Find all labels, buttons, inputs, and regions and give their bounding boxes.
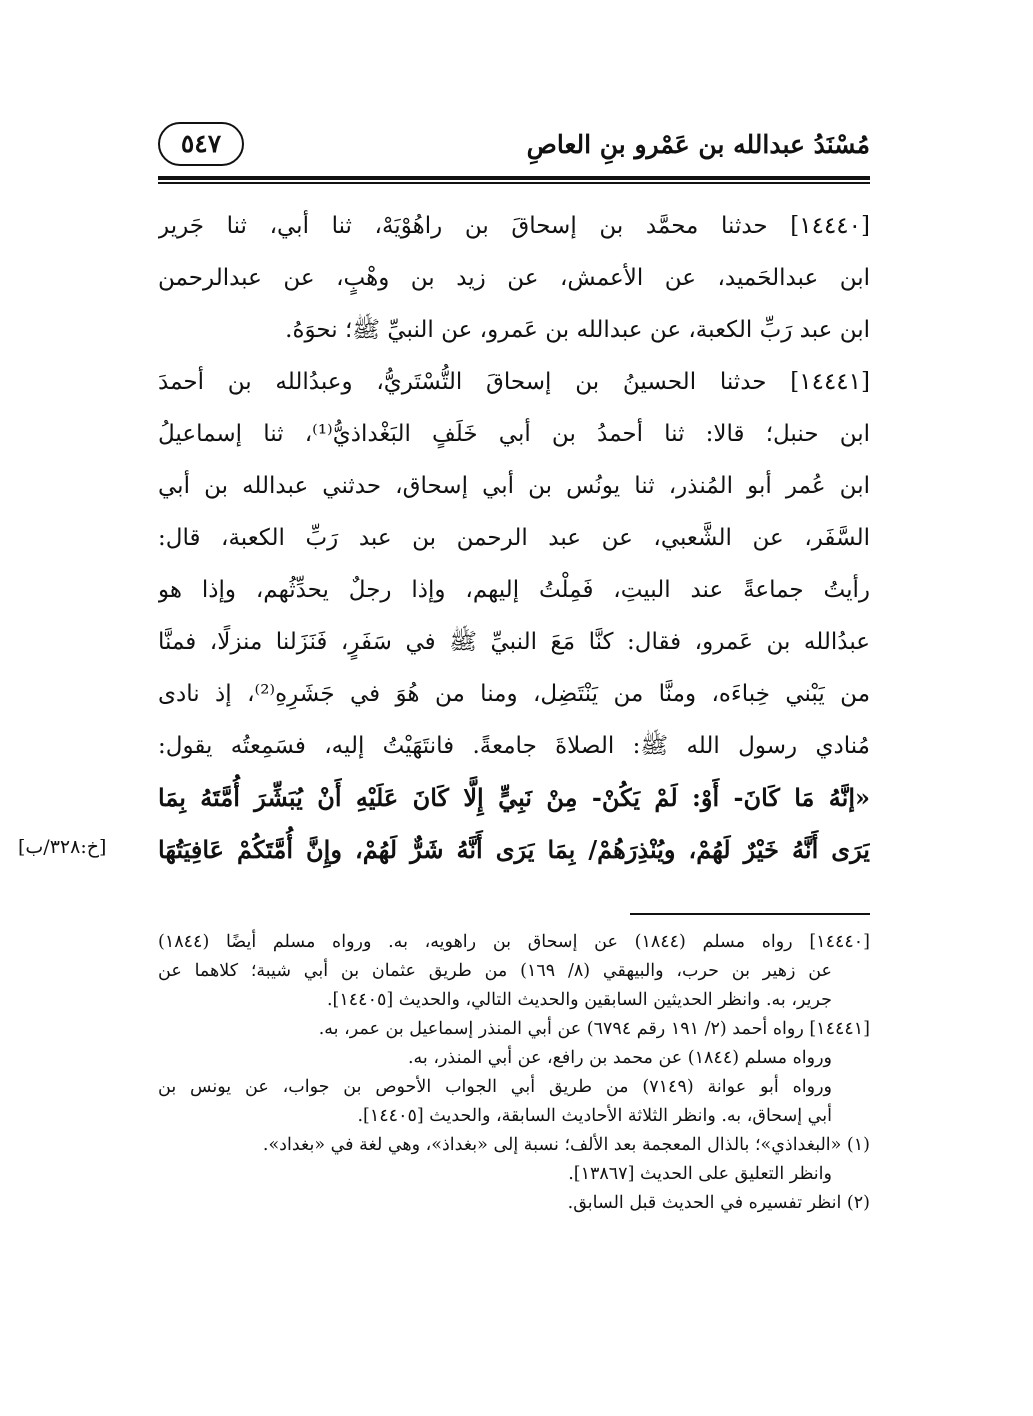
- page-header: [158, 120, 870, 180]
- footnote-line: ورواه أبو عوانة (٧١٤٩) من طريق أبي الجواب الأحوص بن جواب، عن يونس بن: [158, 1077, 833, 1097]
- page-number-badge: ٥٤٧: [158, 122, 244, 166]
- hadith-text-line: «إنَّهُ مَا كَانَ- أَوْ: لَمْ يَكُنْ- مِنْ نَبِيٍّ إِلَّا كَانَ عَلَيْهِ أَنْ يُبَشِّرَ أُمَّتَهُ بِمَا: [158, 783, 870, 812]
- header-rule-thin: [158, 182, 870, 184]
- text-line: السَّفَر، عن الشَّعبي، عن عبد الرحمن بن عبد رَبِّ الكعبة، قال:: [158, 525, 870, 551]
- text-line: من يَبْني خِباءَه، ومنَّا من يَنْتَضِل، ومنا من هُوَ في جَشَرِهِ⁽²⁾، إذ نادى: [158, 681, 870, 707]
- footnote-line: (١) «البغداذي»؛ بالذال المعجمة بعد الألف؛ نسبة إلى «بغداذ»، وهي لغة في «بغداد».: [262, 1135, 870, 1155]
- manuscript-margin-note: [خ:٣٢٨/ب]: [18, 836, 107, 858]
- text-line: رأيتُ جماعةً عند البيتِ، فَمِلْتُ إليهم، وإذا رجلٌ يحدِّثُهم، وإذا هو: [158, 577, 870, 603]
- hadith-text-line: يَرَى أَنَّهُ خَيْرٌ لَهُمْ، ويُنْذِرَهُمْ/ بِمَا يَرَى أَنَّهُ شَرٌّ لَهُمْ، وإِنَّ أُمَّتَكُمْ عَافِيَتُهَا: [158, 835, 870, 864]
- footnote-separator: [630, 913, 870, 915]
- text-line: ابن عبد رَبِّ الكعبة، عن عبدالله بن عَمرو، عن النبيِّ ﷺ؛ نحوَهُ.: [285, 317, 870, 343]
- footnote-line: جرير، به. وانظر الحديثين السابقين والحديث التالي، والحديث [١٤٤٠٥].: [326, 990, 832, 1010]
- footnote-line: ورواه مسلم (١٨٤٤) عن محمد بن رافع، عن أبي المنذر، به.: [407, 1048, 832, 1068]
- text-line: ابن عبدالحَميد، عن الأعمش، عن زيد بن وهْبٍ، عن عبدالرحمن: [158, 265, 870, 291]
- text-line: عبدُالله بن عَمرو، فقال: كنَّا مَعَ النبيِّ ﷺ في سَفَرٍ، فَنَزَلنا منزلًا، فمنَّا: [158, 629, 870, 655]
- text-line: ابن حنبل؛ قالا: ثنا أحمدُ بن أبي خَلَفٍ البَغْداذيُّ⁽¹⁾، ثنا إسماعيلُ: [158, 421, 870, 447]
- footnote-line: عن زهير بن حرب، والبيهقي (٨/ ١٦٩) من طريق عثمان بن أبي شيبة؛ كلاهما عن: [158, 961, 832, 981]
- main-text: [158, 200, 870, 876]
- footnote-line: [١٤٤٤١] رواه أحمد (٢/ ١٩١ رقم ٦٧٩٤) عن أبي المنذر إسماعيل بن عمر، به.: [318, 1019, 870, 1039]
- footnote-line: [١٤٤٤٠] رواه مسلم (١٨٤٤) عن إسحاق بن راهويه، به. ورواه مسلم أيضًا (١٨٤٤): [158, 932, 870, 952]
- text-line: [١٤٤٤١] حدثنا الحسينُ بن إسحاقَ التُّسْتَريُّ، وعبدُالله بن أحمدَ: [158, 369, 870, 395]
- footnotes: [158, 928, 870, 1218]
- text-line: مُنادي رسول الله ﷺ: الصلاةَ جامعةً. فانتَهَيْتُ إليه، فسَمِعتُه يقول:: [158, 733, 870, 759]
- footnote-line: (٢) انظر تفسيره في الحديث قبل السابق.: [567, 1193, 870, 1213]
- text-line: ابن عُمر أبو المُنذر، ثنا يونُس بن أبي إسحاق، حدثني عبدالله بن أبي: [158, 473, 870, 499]
- running-title: مُسْنَدُ عبدالله بن عَمْرو بنِ العاصِ: [526, 130, 870, 159]
- text-line: [١٤٤٤٠] حدثنا محمَّد بن إسحاقَ بن راهُوْيَهْ، ثنا أبي، ثنا جَرير: [158, 213, 870, 239]
- footnote-line: أبي إسحاق، به. وانظر الثلاثة الأحاديث السابقة، والحديث [١٤٤٠٥].: [357, 1106, 832, 1126]
- header-rule-thick: [158, 176, 870, 180]
- footnote-line: وانظر التعليق على الحديث [١٣٨٦٧].: [568, 1164, 832, 1184]
